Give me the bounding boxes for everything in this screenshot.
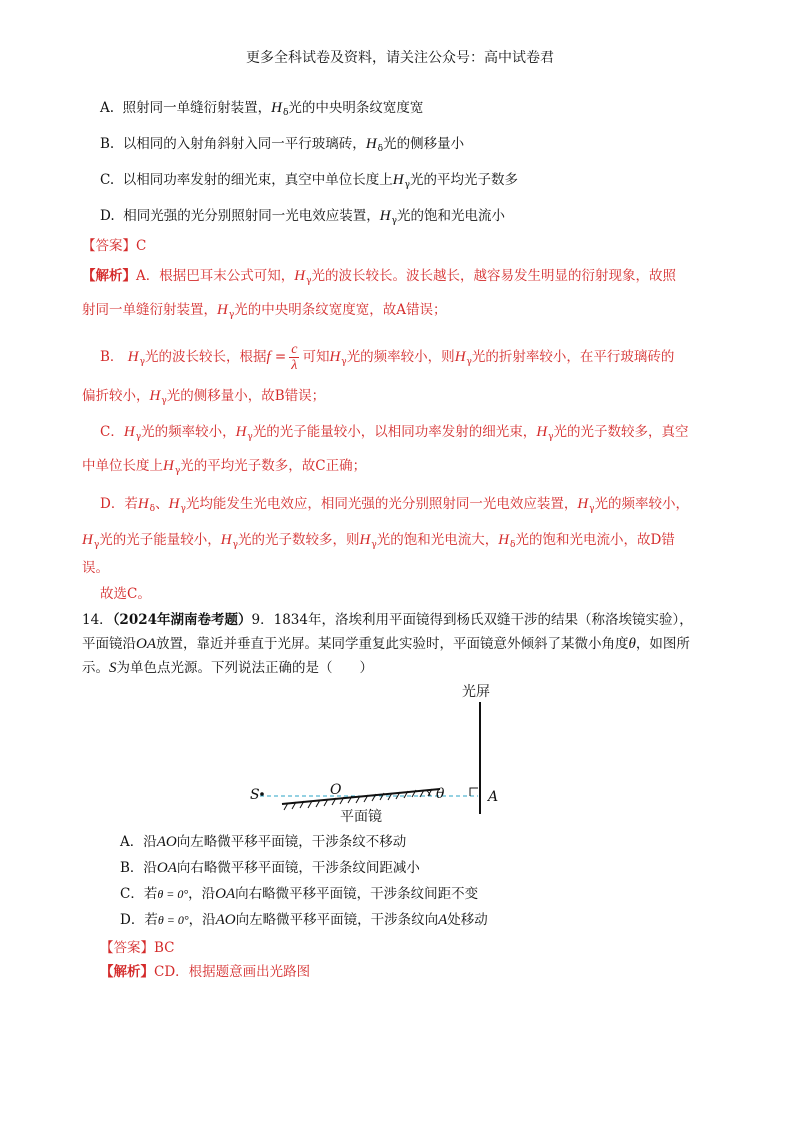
q14-option-d — [120, 910, 488, 930]
stem-text: 示。 — [82, 660, 109, 676]
analysis-text: 光的光子能量较小，以相同功率发射的细光束， — [252, 424, 537, 440]
option-label: C. — [100, 172, 115, 188]
fraction-denominator: λ — [291, 358, 298, 373]
option-label: D. — [100, 208, 115, 224]
q13-option-d — [100, 206, 505, 231]
analysis-text: 光的饱和光电流大， — [376, 532, 499, 548]
analysis-text: 光的侧移量小，故B错误； — [166, 388, 326, 404]
option-label: C．若 — [120, 886, 158, 902]
symbol-h: H — [271, 100, 282, 116]
q14-stem-line1 — [82, 610, 693, 630]
answer-tag: 【答案】 — [82, 238, 136, 254]
label-o: O — [330, 782, 342, 798]
option-label: A. — [100, 100, 115, 116]
stem-text: 放置，靠近并垂直于光屏。某同学重复此实验时，平面镜意外倾斜了某微小角度 — [156, 636, 629, 652]
symbol-sub: γ — [93, 540, 100, 550]
symbol-h: H — [82, 532, 93, 548]
q13-analysis-c-line2 — [82, 456, 366, 481]
symbol-sub: γ — [341, 357, 347, 367]
symbol-h: H — [359, 532, 371, 548]
symbol-h: H — [536, 424, 548, 440]
symbol-oa: OA — [215, 886, 236, 902]
analysis-label: B． — [100, 349, 124, 365]
analysis-label: D．若 — [100, 496, 138, 512]
symbol-h: H — [127, 349, 139, 365]
option-text: 向左略微平移平面镜，干涉条纹不移动 — [176, 834, 407, 850]
option-text: 光的平均光子数多 — [409, 172, 518, 188]
point-source-s — [260, 792, 264, 796]
symbol-h: H — [163, 458, 174, 474]
analysis-text: 光的波长较长，根据 — [144, 349, 267, 365]
screen-label: 光屏 — [462, 684, 490, 700]
analysis-text: 可知 — [302, 349, 330, 365]
analysis-text: 光的频率较小， — [141, 424, 236, 440]
answer-tag: 【答案】 — [100, 940, 154, 956]
symbol-oa: OA — [156, 860, 177, 876]
symbol-h: H — [137, 496, 149, 512]
q14-answer — [100, 938, 175, 958]
label-theta: θ — [436, 786, 445, 802]
symbol-h: H — [217, 302, 228, 318]
q13-analysis-b-line2 — [82, 386, 325, 411]
symbol-h: H — [294, 268, 306, 284]
answer-value: C — [136, 238, 147, 254]
option-text: 以相同功率发射的细光束，真空中单位长度上 — [122, 172, 393, 188]
q13-analysis-d-line3: 误。 — [82, 560, 109, 576]
analysis-text: 光的折射率较小，在平行玻璃砖的 — [471, 349, 675, 365]
option-text: 照射同一单缝衍射装置， — [122, 100, 272, 116]
equals-sign: = — [274, 349, 287, 365]
symbol-h: H — [577, 496, 589, 512]
answer-value: BC — [154, 940, 175, 956]
analysis-text: 光的平均光子数多，故C正确； — [180, 458, 367, 474]
symbol-sub: γ — [174, 466, 181, 476]
symbol-sub: δ — [510, 540, 516, 550]
q13-analysis-a-line2 — [82, 300, 446, 325]
symbol-sub: δ — [377, 144, 384, 154]
symbol-sub: γ — [161, 396, 167, 406]
analysis-text: 光的波长较长。波长越长，越容易发生明显的衍射现象，故照 — [311, 268, 676, 284]
symbol-h: H — [149, 388, 161, 404]
page-header: 更多全科试卷及资料，请关注公众号：高中试卷君 — [246, 50, 554, 66]
formula-f: f — [266, 349, 271, 365]
analysis-tag: 【解析】 — [100, 964, 154, 980]
symbol-sub: γ — [232, 540, 238, 550]
analysis-label: C． — [100, 424, 124, 440]
symbol-sub: γ — [247, 432, 253, 442]
condition-theta: θ = 0° — [157, 887, 189, 901]
symbol-sub: γ — [139, 357, 145, 367]
symbol-s: S — [109, 660, 117, 676]
stem-text: 为单色点光源。下列说法正确的是（ ） — [116, 660, 373, 676]
question-source: （2024年湖南卷考题） — [112, 612, 252, 628]
option-text: 处移动 — [447, 912, 488, 928]
option-label: B. — [100, 136, 115, 152]
option-label: D．若 — [120, 912, 158, 928]
symbol-sub: γ — [404, 180, 410, 190]
q14-stem-line3 — [82, 658, 373, 678]
analysis-text: 偏折较小， — [82, 388, 150, 404]
q13-option-b — [100, 134, 464, 159]
analysis-text: 光的光子数较多，则 — [237, 532, 360, 548]
q14-option-c — [120, 884, 478, 904]
analysis-text: 中单位长度上 — [82, 458, 163, 474]
q13-analysis-d-line1 — [100, 494, 689, 519]
stem-text: 平面镜沿 — [82, 636, 136, 652]
option-label: A．沿 — [120, 834, 157, 850]
option-text: 光的侧移量小 — [383, 136, 465, 152]
symbol-ao: AO — [156, 834, 177, 850]
symbol-sub: γ — [180, 504, 186, 514]
condition-theta: θ = 0° — [157, 913, 189, 927]
option-text: 向左略微平移平面镜，干涉条纹向 — [235, 912, 439, 928]
symbol-sub: γ — [589, 504, 595, 514]
analysis-text: 、 — [155, 496, 169, 512]
analysis-text: 光的频率较小，则 — [346, 349, 455, 365]
analysis-text: CD．根据题意画出光路图 — [154, 964, 311, 980]
fraction-numerator: c — [291, 342, 298, 357]
symbol-sub: γ — [548, 432, 554, 442]
stem-text: 9．1834年，洛埃利用平面镜得到杨氏双缝干涉的结果（称洛埃镜实验）， — [251, 612, 693, 628]
q14-stem-line2 — [82, 634, 690, 654]
q13-analysis-c-line1 — [100, 422, 689, 447]
right-angle-mark — [470, 788, 478, 796]
symbol-theta: θ — [628, 636, 636, 652]
option-text: ，沿 — [188, 912, 216, 928]
q13-option-c — [100, 170, 518, 195]
symbol-h: H — [365, 136, 377, 152]
analysis-text: 光的光子能量较小， — [99, 532, 221, 548]
analysis-tag: 【解析】 — [82, 268, 136, 284]
symbol-sub: γ — [466, 357, 472, 367]
option-text: ，沿 — [188, 886, 216, 902]
formula-fraction — [289, 342, 299, 373]
q14-analysis — [100, 962, 310, 982]
analysis-text: A．根据巴耳末公式可知， — [136, 268, 295, 284]
option-text: 光的饱和光电流小 — [396, 208, 505, 224]
analysis-text: 射同一单缝衍射装置， — [82, 302, 217, 318]
option-text: 以相同的入射角斜射入同一平行玻璃砖， — [122, 136, 366, 152]
symbol-oa: OA — [136, 636, 156, 652]
q13-analysis-a-line1 — [82, 266, 676, 291]
lloyd-mirror-figure — [240, 680, 530, 825]
symbol-sub: γ — [228, 310, 235, 320]
symbol-h: H — [220, 532, 232, 548]
symbol-h: H — [235, 424, 247, 440]
option-label: B．沿 — [120, 860, 157, 876]
analysis-text: 光均能发生光电效应，相同光强的光分别照射同一光电效应装置， — [185, 496, 578, 512]
option-text: 光的中央明条纹宽度宽 — [288, 100, 424, 116]
symbol-h: H — [123, 424, 135, 440]
analysis-text: 光的饱和光电流小，故D错 — [515, 532, 675, 548]
analysis-text: 光的中央明条纹宽度宽，故A错误； — [234, 302, 447, 318]
symbol-sub: δ — [282, 108, 289, 118]
question-number: 14． — [82, 612, 113, 628]
mirror-label: 平面镜 — [340, 809, 382, 825]
option-text: 向右略微平移平面镜，干涉条纹间距减小 — [176, 860, 420, 876]
q13-analysis-d-line2 — [82, 530, 675, 555]
q14-option-a — [120, 832, 406, 852]
symbol-sub: γ — [135, 432, 142, 442]
symbol-sub: δ — [149, 504, 156, 514]
symbol-sub: γ — [306, 276, 312, 286]
q13-option-a — [100, 98, 423, 123]
symbol-h: H — [379, 208, 391, 224]
option-text: 相同光强的光分别照射同一光电效应装置， — [123, 208, 380, 224]
symbol-h: H — [454, 349, 466, 365]
symbol-h: H — [392, 172, 404, 188]
q14-option-b — [120, 858, 420, 878]
symbol-sub: γ — [391, 216, 397, 226]
stem-text: ，如图所 — [635, 636, 690, 652]
label-s: S — [250, 787, 260, 803]
analysis-text: 光的频率较小， — [594, 496, 690, 512]
symbol-h: H — [498, 532, 510, 548]
q13-conclusion: 故选C。 — [100, 586, 151, 602]
symbol-sub: γ — [371, 540, 377, 550]
symbol-h: H — [329, 349, 341, 365]
symbol-ao: AO — [215, 912, 236, 928]
label-a: A — [488, 789, 499, 805]
analysis-text: 光的光子数较多，真空 — [553, 424, 689, 440]
symbol-h: H — [168, 496, 180, 512]
symbol-a: A — [438, 912, 448, 928]
option-text: 向右略微平移平面镜，干涉条纹间距不变 — [235, 886, 479, 902]
q13-analysis-b-line1 — [100, 340, 674, 379]
q13-answer — [82, 236, 146, 256]
